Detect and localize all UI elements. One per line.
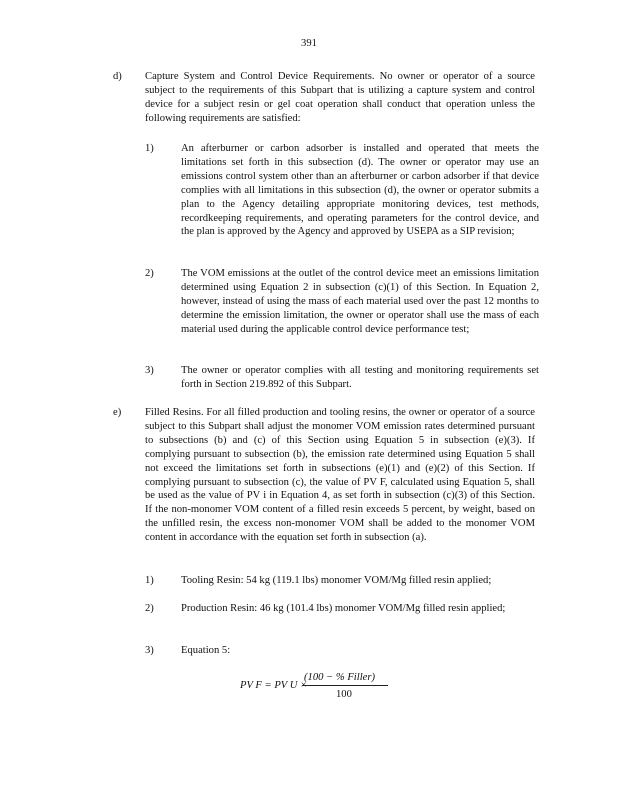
item-text: The owner or operator complies with all testing and monitoring requirements set forth in Section 219.892 of this Subpart. bbox=[181, 365, 539, 390]
item-number: 2) bbox=[145, 268, 154, 279]
equation-5 bbox=[240, 671, 400, 705]
item-text: Production Resin: 46 kg (101.4 lbs) monomer VOM/Mg filled resin applied; bbox=[181, 603, 506, 614]
item-number: 1) bbox=[145, 575, 154, 586]
page-number: 391 bbox=[301, 38, 317, 49]
item-text: The VOM emissions at the outlet of the control device meet an emissions limitation determined using Equation 2 in subsection (c)(1) of this Section. In Equation 2, however, instead of using the mass of each material used over the past 12 months to determine the emission limitation, the owner or operator shall use the mass of each material used during the applicable control device performance test; bbox=[181, 268, 539, 335]
item-number: 3) bbox=[145, 365, 154, 376]
section-label: d) bbox=[113, 71, 122, 82]
item-text: Tooling Resin: 54 kg (119.1 lbs) monomer VOM/Mg filled resin applied; bbox=[181, 575, 492, 586]
equation-denominator: 100 bbox=[336, 689, 352, 700]
equation-numerator: (100 − % Filler) bbox=[304, 672, 375, 683]
section-text: Filled Resins. For all filled production and tooling resins, the owner or operator of a source subject to this Subpart shall adjust the monomer VOM emission rates determined pursuant to subsections (b) and (c) of this Section using Equation 5 in subsection (e)(3). If complying pursuant to subsection (b), the emission rate determined using Equation 5 shall not exceed the limitations set forth in subsections (e)(1) and (e)(2) of this Section. If complying pursuant to subsection (c), the value of PV F, calculated using Equation 5, shall be used as the value of PV i in Equation 4, as set forth in subsection (c)(3) of this Section. If the non-monomer VOM content of a filled resin exceeds 5 percent, by weight, based on the unfilled resin, the excess non-monomer VOM shall be added to the monomer VOM content in accordance with the equation set forth in subsection (a). bbox=[145, 407, 535, 544]
equation-lhs: PV F = PV U × bbox=[240, 680, 308, 691]
item-number: 2) bbox=[145, 603, 154, 614]
item-text: Equation 5: bbox=[181, 645, 231, 656]
fraction-bar bbox=[302, 685, 388, 686]
section-label: e) bbox=[113, 407, 122, 418]
item-text: An afterburner or carbon adsorber is installed and operated that meets the limitations set forth in this subsection (d). The owner or operator may use an emissions control system other than an afterburner or carbon adsorber if that device complies with all limitations in this subsection (d), the owner or operator submits a plan to the Agency detailing appropriate monitoring devices, test methods, recordkeeping requirements, and operating parameters for the control device, and the plan is approved by the Agency and approved by USEPA as a SIP revision; bbox=[181, 143, 539, 238]
section-text: Capture System and Control Device Requirements. No owner or operator of a source subject to the requirements of this Subpart that is utilizing a capture system and control device for a subject resin or gel coat operation shall conduct that operation unless the following requirements are satisfied: bbox=[145, 71, 535, 124]
item-number: 1) bbox=[145, 143, 154, 154]
item-number: 3) bbox=[145, 645, 154, 656]
